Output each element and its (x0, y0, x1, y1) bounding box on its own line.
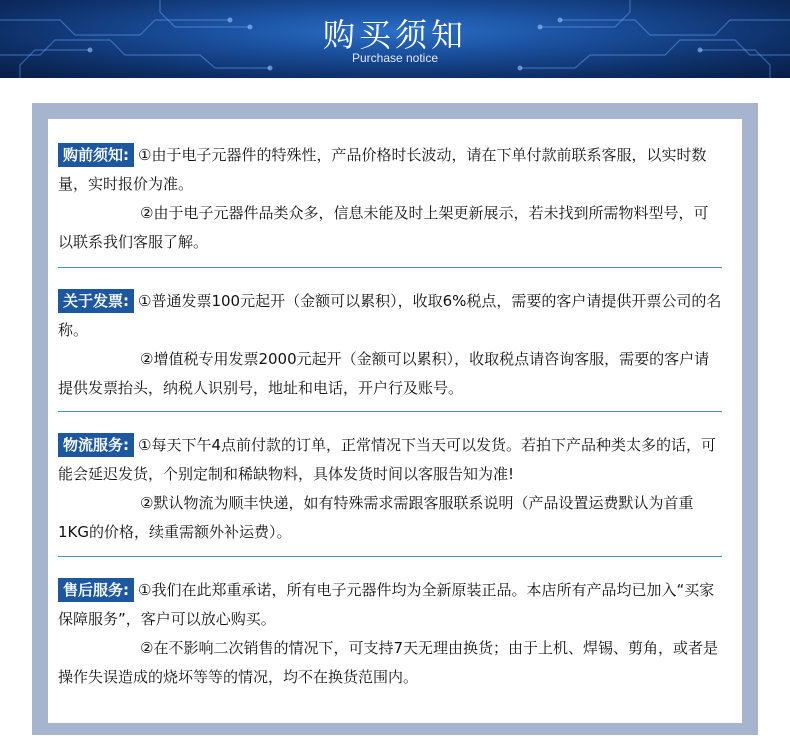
section-paragraph-1: 关于发票: ①普通发票100元起开（金额可以累积），收取6%税点，需要的客户请提供开票公司的名称。 (58, 287, 722, 345)
section-paragraph-1: 物流服务: ①每天下午4点前付款的订单，正常情况下当天可以发货。若拍下产品种类太多的话，可能会延迟发货，个别定制和稀缺物料，具体发货时间以客服告知为准! (58, 431, 722, 489)
section-pre-purchase (58, 141, 722, 257)
section-divider (58, 556, 722, 557)
notice-content (48, 119, 742, 723)
page-subtitle: Purchase notice (351, 51, 439, 65)
section-logistics (58, 431, 722, 547)
section-tag: 售后服务: (58, 578, 134, 602)
notice-panel (32, 103, 758, 735)
section-paragraph-2: ②由于电子元器件品类众多，信息未能及时上架更新展示，若未找到所需物料型号，可以联系我们客服了解。 (58, 204, 709, 251)
section-paragraph-1: 购前须知: ①由于电子元器件的特殊性，产品价格时长波动，请在下单付款前联系客服，以实时数量，实时报价为准。 (58, 141, 722, 199)
section-paragraph-2: ②增值税专用发票2000元起开（金额可以累积），收取税点请咨询客服，需要的客户请提供发票抬头，纳税人识别号，地址和电话，开户行及账号。 (58, 350, 710, 397)
section-divider (58, 267, 722, 268)
section-after-sales (58, 576, 722, 692)
section-paragraph-1: 售后服务: ①我们在此郑重承诺，所有电子元器件均为全新原装正品。本店所有产品均已加入“买家保障服务”，客户可以放心购买。 (58, 576, 722, 634)
section-paragraph-2: ②在不影响二次销售的情况下，可支持7天无理由换货；由于上机、焊锡、剪角，或者是操作失误造成的烧坏等等的情况，均不在换货范围内。 (58, 639, 718, 686)
header-banner (0, 0, 790, 78)
section-divider (58, 411, 722, 412)
section-paragraph-2: ②默认物流为顺丰快递，如有特殊需求需跟客服联系说明（产品设置运费默认为首重1KG的价格，续重需额外补运费）。 (58, 494, 694, 541)
section-tag: 物流服务: (58, 433, 134, 457)
section-tag: 关于发票: (58, 289, 134, 313)
section-tag: 购前须知: (58, 143, 134, 167)
page-title: 购买须知 (322, 16, 467, 54)
section-invoice (58, 287, 722, 403)
